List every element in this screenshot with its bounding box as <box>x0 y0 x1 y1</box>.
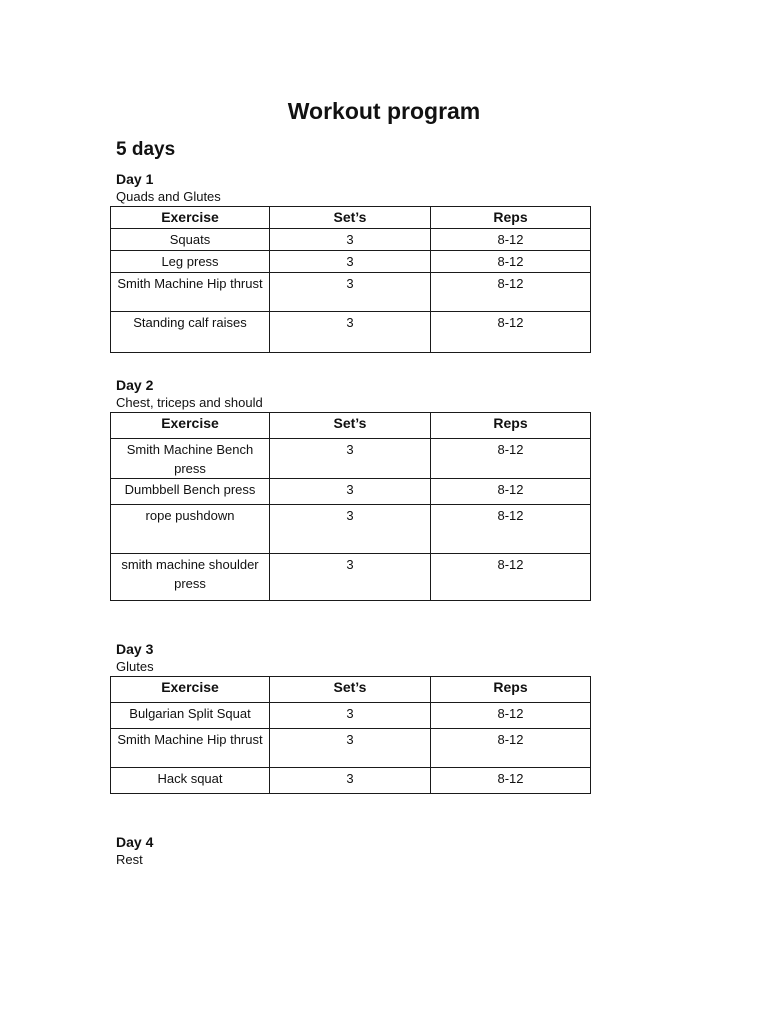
column-header-reps: Reps <box>431 207 591 229</box>
exercise-cell: Squats <box>111 229 270 251</box>
exercise-cell: Leg press <box>111 251 270 273</box>
column-header-exercise: Exercise <box>111 413 270 439</box>
reps-cell: 8-12 <box>431 251 591 273</box>
sets-cell: 3 <box>270 479 431 505</box>
sets-cell: 3 <box>270 229 431 251</box>
exercise-cell: Bulgarian Split Squat <box>111 703 270 729</box>
sets-cell: 3 <box>270 505 431 554</box>
table-row <box>111 273 591 312</box>
column-header-exercise: Exercise <box>111 207 270 229</box>
exercise-cell: Dumbbell Bench press <box>111 479 270 505</box>
reps-cell: 8-12 <box>431 479 591 505</box>
exercise-cell: smith machine shoulder press <box>111 554 270 601</box>
sets-cell: 3 <box>270 273 431 312</box>
sets-cell: 3 <box>270 703 431 729</box>
exercise-cell: Standing calf raises <box>111 312 270 353</box>
day-description: Chest, triceps and should <box>116 395 263 410</box>
exercise-cell: rope pushdown <box>111 505 270 554</box>
document-title: Workout program <box>287 98 481 124</box>
sets-cell: 3 <box>270 729 431 768</box>
table-row <box>111 703 591 729</box>
exercise-cell: Hack squat <box>111 768 270 794</box>
table-row <box>111 554 591 601</box>
sets-cell: 3 <box>270 439 431 479</box>
day-heading: Day 3 <box>116 641 154 657</box>
table-row <box>111 479 591 505</box>
reps-cell: 8-12 <box>431 729 591 768</box>
column-header-sets: Set’s <box>270 677 431 703</box>
table-header-row <box>111 677 591 703</box>
document-subtitle: 5 days <box>116 139 176 160</box>
table-row <box>111 312 591 353</box>
reps-cell: 8-12 <box>431 768 591 794</box>
sets-cell: 3 <box>270 768 431 794</box>
day-heading: Day 4 <box>116 834 154 850</box>
day-1-section <box>110 171 590 353</box>
column-header-sets: Set’s <box>270 413 431 439</box>
column-header-exercise: Exercise <box>111 677 270 703</box>
day-2-section <box>110 377 590 601</box>
day-heading: Day 2 <box>116 377 154 393</box>
table-row <box>111 251 591 273</box>
reps-cell: 8-12 <box>431 312 591 353</box>
table-row <box>111 229 591 251</box>
workout-table <box>110 206 591 353</box>
day-description: Quads and Glutes <box>116 189 221 204</box>
table-row <box>111 768 591 794</box>
reps-cell: 8-12 <box>431 229 591 251</box>
table-row <box>111 439 591 479</box>
exercise-cell: Smith Machine Hip thrust <box>111 273 270 312</box>
day-heading: Day 1 <box>116 171 154 187</box>
reps-cell: 8-12 <box>431 273 591 312</box>
column-header-sets: Set’s <box>270 207 431 229</box>
reps-cell: 8-12 <box>431 554 591 601</box>
table-header-row <box>111 207 591 229</box>
sets-cell: 3 <box>270 554 431 601</box>
sets-cell: 3 <box>270 312 431 353</box>
day-4-section <box>110 834 590 869</box>
table-row <box>111 505 591 554</box>
exercise-cell: Smith Machine Hip thrust <box>111 729 270 768</box>
table-row <box>111 729 591 768</box>
table-header-row <box>111 413 591 439</box>
column-header-reps: Reps <box>431 677 591 703</box>
sets-cell: 3 <box>270 251 431 273</box>
column-header-reps: Reps <box>431 413 591 439</box>
workout-table <box>110 676 591 794</box>
day-description: Glutes <box>116 659 154 674</box>
day-description: Rest <box>116 852 143 867</box>
reps-cell: 8-12 <box>431 703 591 729</box>
workout-table <box>110 412 591 601</box>
day-3-section <box>110 641 590 794</box>
exercise-cell: Smith Machine Bench press <box>111 439 270 479</box>
reps-cell: 8-12 <box>431 505 591 554</box>
reps-cell: 8-12 <box>431 439 591 479</box>
